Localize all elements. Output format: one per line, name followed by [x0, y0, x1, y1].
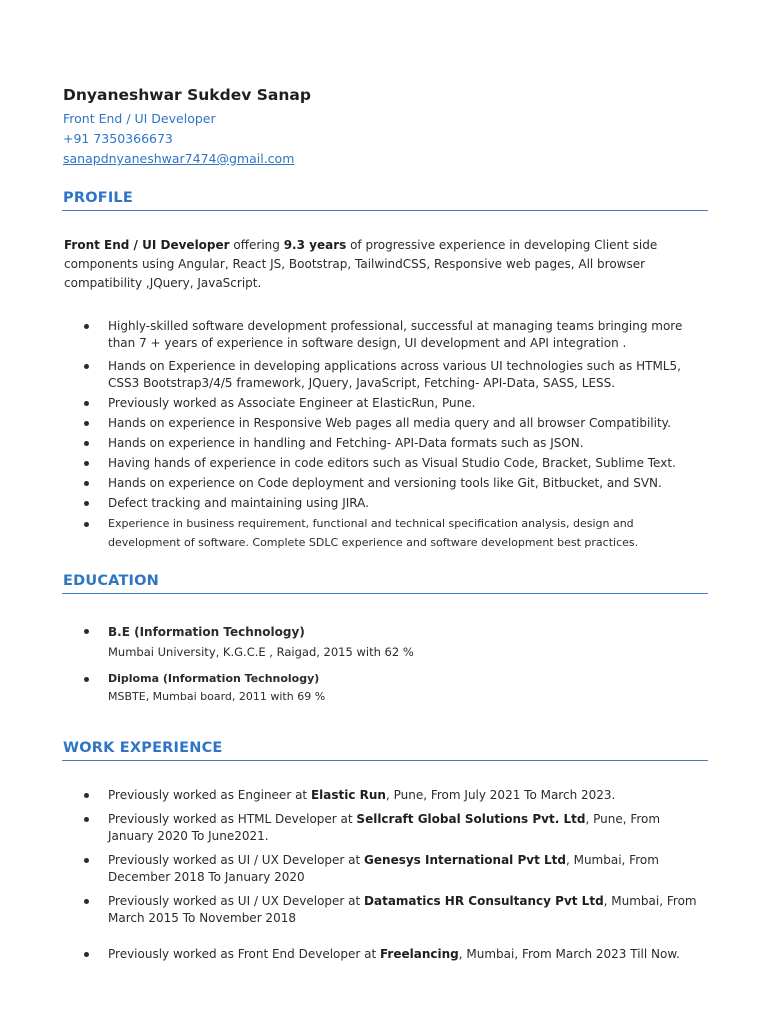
- list-item: [80, 475, 705, 492]
- list-item-text: Hands on experience in Responsive Web pages all media query and all browser Compatibility.: [108, 416, 671, 430]
- bullet-icon: [84, 501, 89, 506]
- work-pre: Previously worked as UI / UX Developer at: [108, 853, 365, 867]
- list-item-text: Hands on Experience in developing applications across various UI technologies such as HTML5, CSS3 Bootstrap3/4/5 framework, JQuery, JavaScript, Fetching- API-Data, SASS, LESS.: [108, 359, 681, 390]
- list-item: [80, 318, 705, 352]
- list-item: [80, 514, 705, 552]
- work-heading: WORK EXPERIENCE: [63, 740, 223, 756]
- bullet-icon: [84, 629, 89, 634]
- education-list: [80, 622, 705, 706]
- work-divider: [62, 760, 708, 761]
- email-link[interactable]: sanapdnyaneshwar7474@gmail.com: [63, 151, 295, 166]
- list-item: [80, 852, 705, 886]
- bullet-icon: [84, 522, 89, 527]
- work-list: [80, 787, 705, 963]
- degree-title: Diploma (Information Technology): [108, 672, 320, 685]
- degree-detail: MSBTE, Mumbai board, 2011 with 69 %: [108, 690, 326, 703]
- list-item: [80, 893, 705, 927]
- list-item: [80, 811, 705, 845]
- candidate-name: Dnyaneshwar Sukdev Sanap: [63, 86, 311, 104]
- list-item: [80, 787, 705, 804]
- intro-text-1: offering: [229, 238, 284, 252]
- profile-divider: [62, 210, 708, 211]
- work-post: , Mumbai, From March 2015 To November 2018: [108, 894, 697, 925]
- bullet-icon: [84, 401, 89, 406]
- profile-heading: PROFILE: [63, 190, 133, 206]
- profile-intro: [64, 236, 704, 293]
- bullet-icon: [84, 364, 89, 369]
- degree-detail: Mumbai University, K.G.C.E , Raigad, 2015 with 62 %: [108, 645, 414, 659]
- bullet-icon: [84, 793, 89, 798]
- bullet-icon: [84, 441, 89, 446]
- work-post: , Mumbai, From December 2018 To January 2020: [108, 853, 659, 884]
- intro-years: 9.3 years: [283, 238, 347, 252]
- bullet-icon: [84, 858, 89, 863]
- bullet-icon: [84, 899, 89, 904]
- bullet-icon: [84, 817, 89, 822]
- list-item: [80, 670, 705, 706]
- list-item: [80, 435, 705, 452]
- list-item: [80, 495, 705, 512]
- phone-number: +91 7350366673: [63, 131, 173, 146]
- work-pre: Previously worked as Engineer at: [108, 788, 311, 802]
- work-company: Datamatics HR Consultancy Pvt Ltd: [364, 894, 604, 908]
- degree-title: B.E (Information Technology): [108, 625, 305, 639]
- list-item: [80, 622, 705, 662]
- work-pre: Previously worked as HTML Developer at: [108, 812, 357, 826]
- work-post: , Mumbai, From March 2023 Till Now.: [458, 947, 680, 961]
- list-item-text: Experience in business requirement, functional and technical specification analysis, design and development of software. Complete SDLC experience and software development best practices.: [108, 517, 639, 549]
- work-pre: Previously worked as Front End Developer at: [108, 947, 380, 961]
- work-post: , Pune, From January 2020 To June2021.: [108, 812, 661, 843]
- job-role: Front End / UI Developer: [63, 111, 216, 126]
- work-company: Elastic Run: [310, 788, 386, 802]
- profile-list: [80, 318, 705, 515]
- work-company: Genesys International Pvt Ltd: [364, 853, 566, 867]
- list-item: [80, 358, 705, 392]
- list-item: [80, 946, 705, 963]
- bullet-icon: [84, 677, 89, 682]
- work-company: Sellcraft Global Solutions Pvt. Ltd: [356, 812, 586, 826]
- work-pre: Previously worked as UI / UX Developer at: [108, 894, 365, 908]
- list-item: [80, 395, 705, 412]
- education-heading: EDUCATION: [63, 573, 160, 589]
- list-item-text: Highly-skilled software development professional, successful at managing teams bringing more than 7 + years of experience in software design, UI development and API integration .: [108, 319, 683, 350]
- education-divider: [62, 593, 708, 594]
- intro-text-2: of progressive experience in developing Client side components using Angular, React JS, Bootstrap, TailwindCSS, Responsive web pages, All browser compatibility ,JQuery, JavaScript.: [64, 238, 658, 290]
- bullet-icon: [84, 324, 89, 329]
- list-item: [80, 455, 705, 472]
- list-item-text: Hands on experience on Code deployment and versioning tools like Git, Bitbucket, and SVN.: [108, 476, 662, 490]
- bullet-icon: [84, 461, 89, 466]
- list-item-text: Previously worked as Associate Engineer at ElasticRun, Pune.: [108, 396, 476, 410]
- bullet-icon: [84, 481, 89, 486]
- bullet-icon: [84, 421, 89, 426]
- list-item: [80, 415, 705, 432]
- work-post: , Pune, From July 2021 To March 2023.: [385, 788, 616, 802]
- list-item-text: Having hands of experience in code editors such as Visual Studio Code, Bracket, Sublime Text.: [108, 456, 676, 470]
- intro-role: Front End / UI Developer: [64, 238, 230, 252]
- list-item-text: Hands on experience in handling and Fetching- API-Data formats such as JSON.: [108, 436, 584, 450]
- bullet-icon: [84, 952, 89, 957]
- list-item-text: Defect tracking and maintaining using JIRA.: [108, 496, 369, 510]
- profile-list-extra: [80, 514, 705, 552]
- work-company: Freelancing: [380, 947, 459, 961]
